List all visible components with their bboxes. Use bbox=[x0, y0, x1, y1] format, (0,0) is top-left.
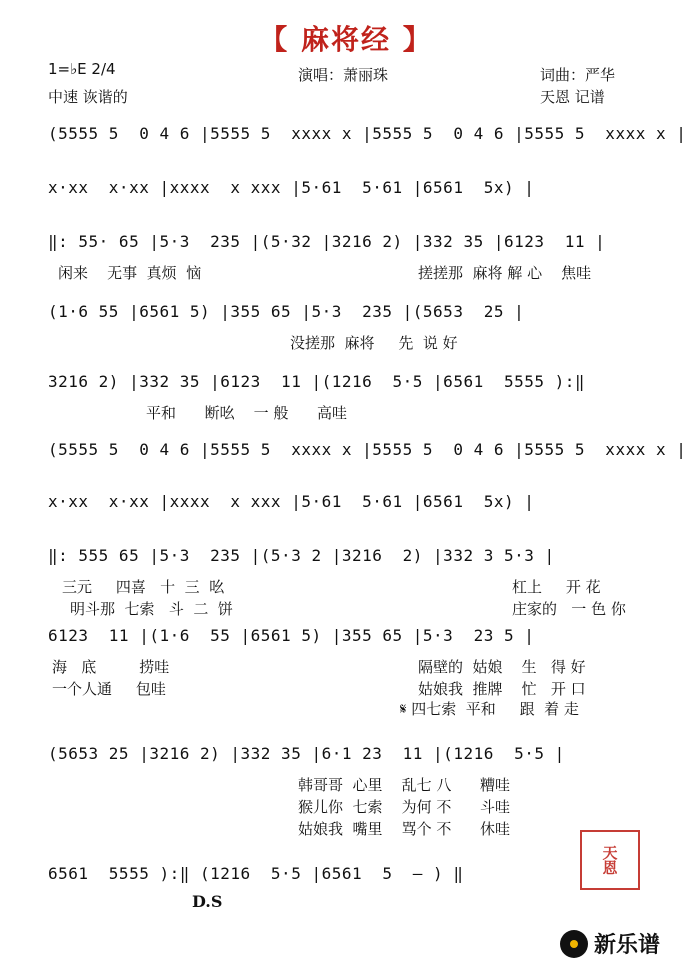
lyric-line: 明斗那 七索 斗 二 饼 bbox=[70, 600, 233, 618]
lyric-line: 猴儿你 七索 为何 不 斗哇 bbox=[298, 798, 510, 816]
seal-text: 天恩 bbox=[600, 845, 619, 875]
lyric-line: 姑娘我 嘴里 骂个 不 休哇 bbox=[298, 820, 510, 838]
key-signature: 1=♭E 2/4 bbox=[48, 60, 116, 78]
score-line-2: x·xx x·xx |xxxx x xxx |5·61 5·61 |6561 5x) | bbox=[48, 178, 535, 197]
tempo-marking: 中速 诙谐的 bbox=[48, 88, 128, 106]
lyric-line: 隔壁的 姑娘 生 得 好 bbox=[418, 658, 586, 676]
lyric-line: 韩哥哥 心里 乱七 八 糟哇 bbox=[298, 776, 510, 794]
lyric-line: 三元 四喜 十 三 吆 bbox=[62, 578, 225, 596]
lyric-line: 海 底 捞哇 bbox=[52, 658, 170, 676]
score-line-3: ‖: 55· 65 |5·3 235 |(5·32 |3216 2) |332 35 |6123 11 | bbox=[48, 232, 606, 251]
transcriber-credit: 天恩 记谱 bbox=[540, 88, 605, 106]
lyric-line: 姑娘我 推牌 忙 开 口 bbox=[418, 680, 586, 698]
artist-seal bbox=[580, 830, 640, 890]
composer-credit: 词曲：严华 bbox=[540, 66, 616, 84]
score-line-8: ‖: 555 65 |5·3 235 |(5·3 2 |3216 2) |332 3 5·3 | bbox=[48, 546, 555, 565]
lyric-line: 一个人通 包哇 bbox=[52, 680, 166, 698]
score-line-10: (5653 25 |3216 2) |332 35 |6·1 23 11 |(1216 5·5 | bbox=[48, 744, 565, 763]
lyric-line: 杠上 开 花 bbox=[512, 578, 601, 596]
ds-marking: D.S bbox=[192, 892, 223, 911]
lyric-line: 𝄋 四七索 平和 跟 着 走 bbox=[400, 700, 579, 718]
lyric-line: 闲来 无事 真烦 恼 bbox=[58, 264, 202, 282]
lyric-line: 平和 断吆 一 般 高哇 bbox=[146, 404, 348, 422]
lyric-line: 没搓那 麻将 先 说 好 bbox=[290, 334, 458, 352]
lyric-line: 庄家的 一 色 你 bbox=[512, 600, 626, 618]
score-line-11: 6561 5555 ):‖ (1216 5·5 |6561 5 – ) ‖ bbox=[48, 864, 464, 883]
score-line-6: (5555 5 0 4 6 |5555 5 xxxx x |5555 5 0 4 6 |5555 5 xxxx x | bbox=[48, 440, 687, 459]
score-line-7: x·xx x·xx |xxxx x xxx |5·61 5·61 |6561 5x) | bbox=[48, 492, 535, 511]
score-line-4: (1·6 55 |6561 5) |355 65 |5·3 235 |(5653 25 | bbox=[48, 302, 525, 321]
score-line-1: (5555 5 0 4 6 |5555 5 xxxx x |5555 5 0 4 6 |5555 5 xxxx x | bbox=[48, 124, 687, 143]
song-title: 【 麻将经 】 bbox=[259, 23, 433, 56]
score-line-5: 3216 2) |332 35 |6123 11 |(1216 5·5 |6561 5555 ):‖ bbox=[48, 372, 586, 391]
lyric-line: 搓搓那 麻将 解 心 焦哇 bbox=[418, 264, 592, 282]
record-icon bbox=[560, 930, 588, 958]
logo-text: 新乐谱 bbox=[594, 933, 661, 958]
singer-credit: 演唱：萧丽珠 bbox=[298, 66, 389, 84]
score-line-9: 6123 11 |(1·6 55 |6561 5) |355 65 |5·3 23 5 | bbox=[48, 626, 535, 645]
site-logo bbox=[560, 928, 660, 959]
